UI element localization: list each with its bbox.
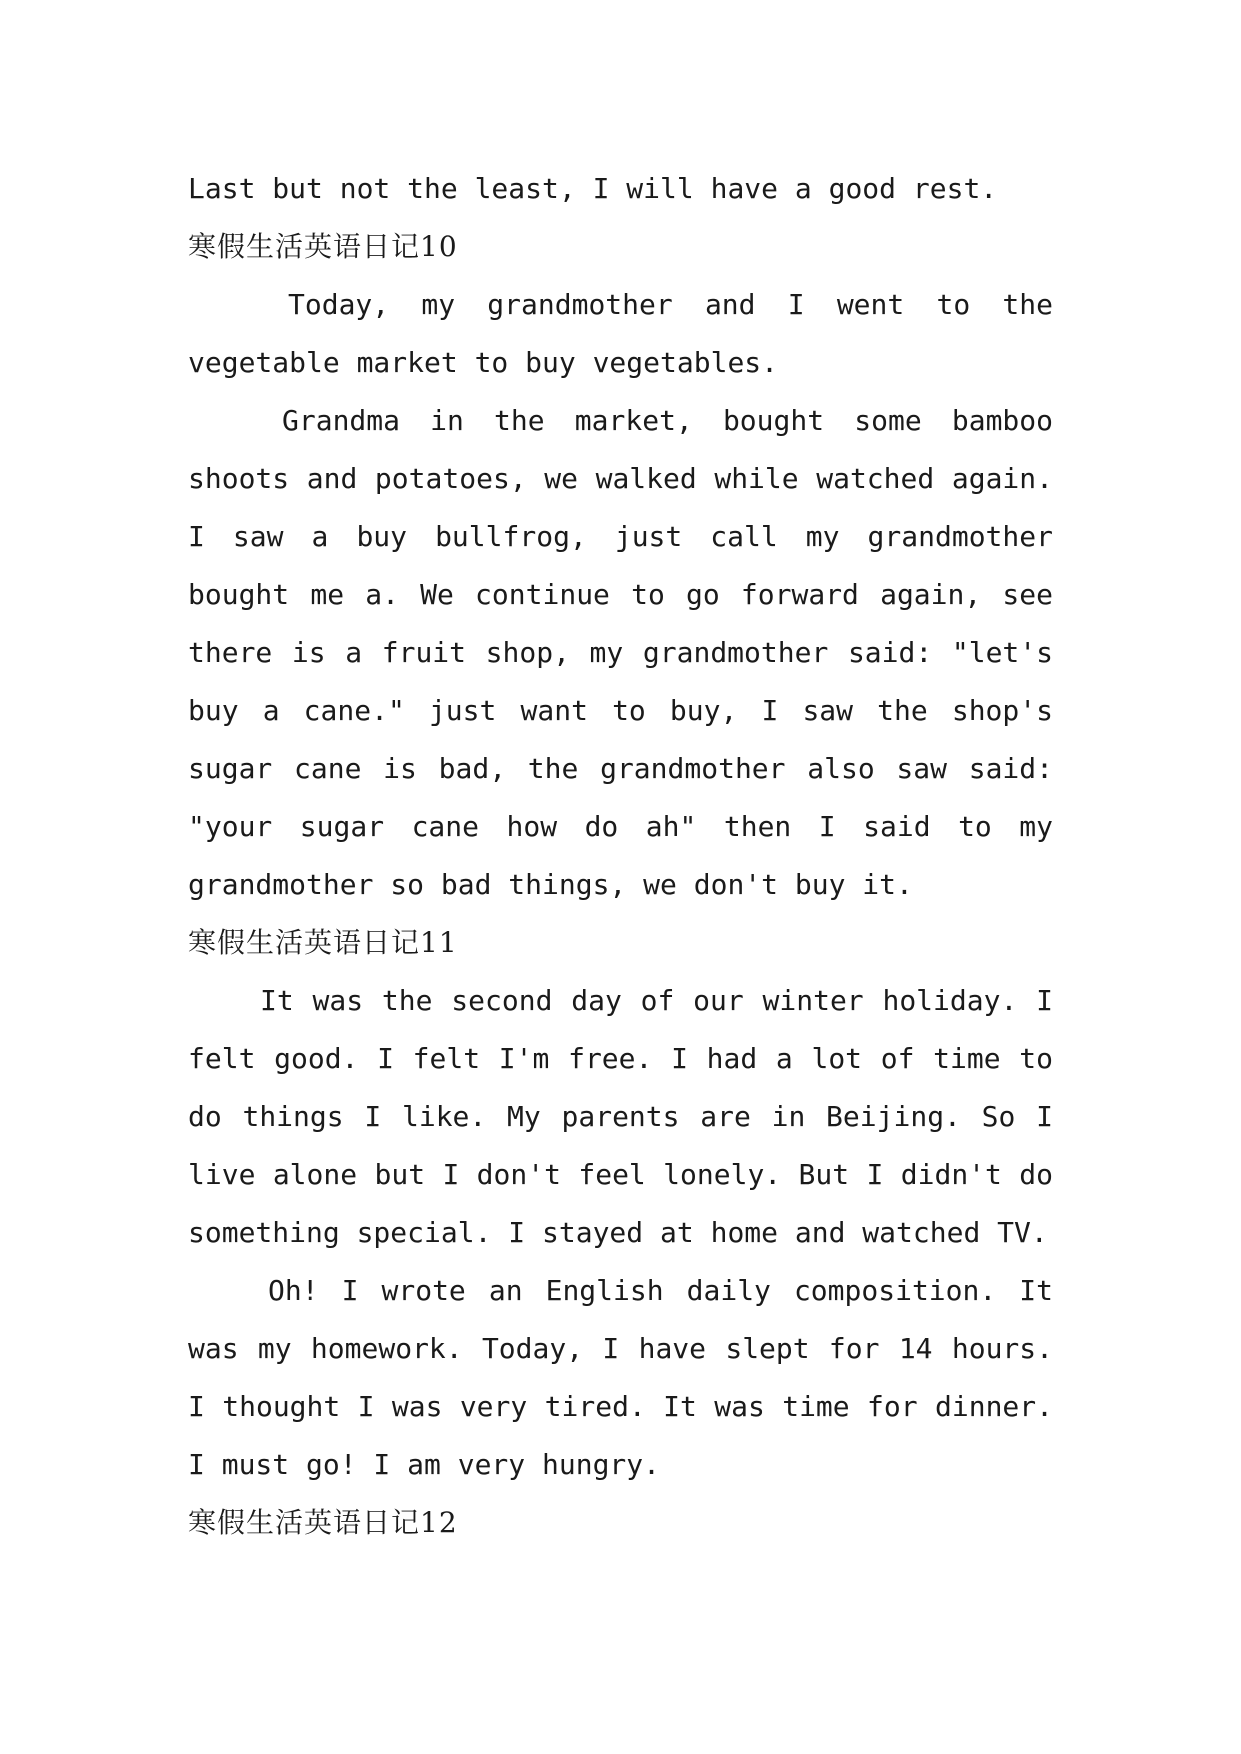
intro-line: Last but not the least, I will have a good rest. bbox=[188, 172, 998, 205]
section-10-paragraph-2: Grandma in the market, bought some bamboo shoots and potatoes, we walked while watched again. I saw a buy bullfrog, just call my grandmother bought me a. We continue to go forward again, see there is a fruit shop, my grandmother said: "let's buy a cane." just want to buy, I saw the shop's sugar cane is bad, the grandmother also saw said: "your sugar cane how do ah" then I said to my grandmother so bad things, we don't buy it. bbox=[188, 404, 1053, 901]
section-heading-10: 寒假生活英语日记10 bbox=[188, 230, 458, 263]
section-10-paragraph-1: Today, my grandmother and I went to the vegetable market to buy vegetables. bbox=[188, 288, 1053, 379]
document-body bbox=[188, 160, 1053, 1552]
section-11-paragraph-2: Oh! I wrote an English daily composition. It was my homework. Today, I have slept for 14 hours. I thought I was very tired. It was time for dinner. I must go! I am very hungry. bbox=[188, 1274, 1053, 1481]
section-11-paragraph-1: It was the second day of our winter holiday. I felt good. I felt I'm free. I had a lot of time to do things I like. My parents are in Beijing. So I live alone but I don't feel lonely. But I didn't do something special. I stayed at home and watched TV. bbox=[188, 984, 1053, 1249]
section-heading-12: 寒假生活英语日记12 bbox=[188, 1506, 458, 1539]
section-heading-11: 寒假生活英语日记11 bbox=[188, 926, 458, 959]
